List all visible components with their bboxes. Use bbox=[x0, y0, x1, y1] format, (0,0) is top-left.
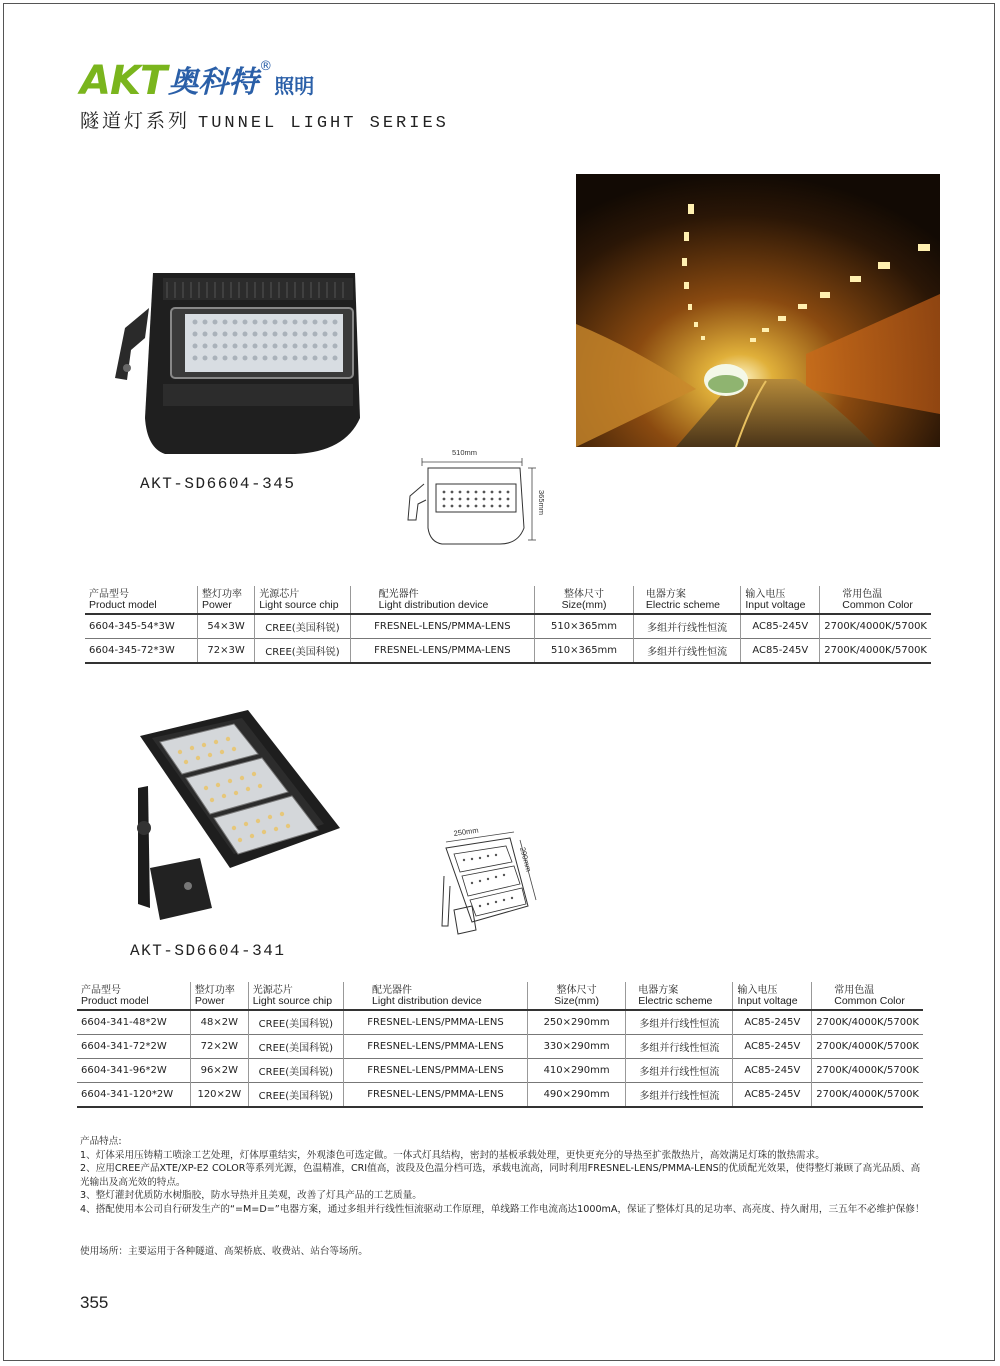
header-dist-en: Light distribution device bbox=[378, 599, 489, 611]
usage-text: 使用场所：主要运用于各种隧道、高架桥底、收费站、站台等场所。 bbox=[80, 1246, 368, 1257]
cell-power: 48×2W bbox=[190, 1010, 248, 1035]
product-label-345: AKT-SD6604-345 bbox=[140, 475, 296, 493]
header-size-en: Size(mm) bbox=[561, 599, 607, 611]
cell-color: 2700K/4000K/5700K bbox=[812, 1010, 923, 1035]
header-model-cn: 产品型号 bbox=[81, 985, 121, 996]
cell-model: 6604-345-54*3W bbox=[89, 621, 175, 632]
cell-dist: FRESNEL-LENS/PMMA-LENS bbox=[350, 614, 534, 639]
cell-model: 6604-341-72*2W bbox=[81, 1041, 167, 1052]
product-label-341: AKT-SD6604-341 bbox=[130, 942, 286, 960]
cell-size: 510×365mm bbox=[535, 639, 634, 664]
brand-cn: 奥科特 bbox=[168, 65, 259, 100]
header-model-cn: 产品型号 bbox=[89, 589, 129, 600]
cell-size: 250×290mm bbox=[527, 1010, 625, 1035]
cell-scheme: 多组并行线性恒流 bbox=[626, 1083, 733, 1108]
cell-chip: CREE(美国科锐) bbox=[248, 1010, 343, 1035]
spec-table-341 bbox=[77, 982, 923, 1108]
table-row bbox=[77, 1059, 923, 1083]
brand-logo bbox=[80, 58, 315, 104]
header-power-cn: 整灯功率 bbox=[194, 985, 235, 996]
product-features bbox=[80, 1135, 928, 1217]
table-row bbox=[85, 614, 931, 639]
table-row bbox=[77, 1035, 923, 1059]
cell-scheme: 多组并行线性恒流 bbox=[626, 1035, 733, 1059]
series-title-en: TUNNEL LIGHT SERIES bbox=[198, 114, 449, 133]
cell-scheme: 多组并行线性恒流 bbox=[626, 1010, 733, 1035]
cell-scheme: 多组并行线性恒流 bbox=[626, 1059, 733, 1083]
cell-volt: AC85-245V bbox=[733, 1083, 812, 1108]
cell-size: 490×290mm bbox=[527, 1083, 625, 1108]
cell-size: 510×365mm bbox=[535, 614, 634, 639]
header-chip-en: Light source chip bbox=[259, 599, 339, 611]
feature-item: 1、灯体采用压铸精工喷涂工艺处理，灯体厚重结实，外观漆色可选定做。一体式灯具结构，密封的基板承载处理，更快更充分的导热至扩张散热片，高效满足灯珠的散热需求。 bbox=[80, 1149, 825, 1161]
header-size-cn: 整体尺寸 bbox=[564, 589, 605, 600]
header-scheme-en: Electric scheme bbox=[645, 599, 721, 611]
header-chip-cn: 光源芯片 bbox=[259, 589, 300, 600]
cell-dist: FRESNEL-LENS/PMMA-LENS bbox=[344, 1059, 528, 1083]
cell-dist: FRESNEL-LENS/PMMA-LENS bbox=[350, 639, 534, 664]
header-volt-en: Input voltage bbox=[737, 995, 798, 1007]
cell-model: 6604-341-120*2W bbox=[81, 1089, 174, 1100]
cell-chip: CREE(美国科锐) bbox=[248, 1083, 343, 1108]
header-color-en: Common Color bbox=[834, 995, 905, 1007]
table-row bbox=[85, 639, 931, 664]
header-chip-en: Light source chip bbox=[252, 995, 333, 1007]
header-color-en: Common Color bbox=[842, 599, 913, 611]
dim-height-345: 365mm bbox=[537, 490, 546, 516]
cell-model: 6604-345-72*3W bbox=[89, 645, 175, 656]
cell-dist: FRESNEL-LENS/PMMA-LENS bbox=[344, 1035, 528, 1059]
cell-color: 2700K/4000K/5700K bbox=[812, 1083, 923, 1108]
feature-item: 4、搭配使用本公司自行研发生产的“=M=D=”电器方案，通过多组并行线性恒流驱动工作原理，单线路工作电流高达1000mA，保证了整体灯具的足功率、高亮度、持久耐用，三五年不必维护保修！ bbox=[80, 1203, 925, 1215]
tunnel-photo bbox=[576, 174, 940, 447]
header-scheme-en: Electric scheme bbox=[638, 995, 713, 1007]
cell-dist: FRESNEL-LENS/PMMA-LENS bbox=[344, 1083, 528, 1108]
page-number: 355 bbox=[80, 1293, 109, 1312]
table-row bbox=[77, 1083, 923, 1108]
cell-color: 2700K/4000K/5700K bbox=[820, 614, 931, 639]
brand-sub: 照明 bbox=[274, 74, 315, 98]
header-dist-cn: 配光器件 bbox=[372, 985, 413, 996]
cell-power: 72×3W bbox=[198, 639, 255, 664]
dim-width-341: 250mm bbox=[453, 826, 480, 838]
header-scheme-cn: 电器方案 bbox=[645, 589, 686, 600]
cell-scheme: 多组并行线性恒流 bbox=[633, 614, 740, 639]
cell-dist: FRESNEL-LENS/PMMA-LENS bbox=[344, 1010, 528, 1035]
cell-volt: AC85-245V bbox=[741, 639, 820, 664]
product-image-sd6604-345 bbox=[105, 268, 370, 458]
header-scheme-cn: 电器方案 bbox=[638, 985, 679, 996]
header-dist-en: Light distribution device bbox=[372, 995, 482, 1007]
header-color-cn: 常用色温 bbox=[842, 589, 883, 600]
dim-width-345: 510mm bbox=[452, 448, 478, 457]
series-title-cn: 隧道灯系列 bbox=[80, 110, 191, 132]
header-volt-cn: 输入电压 bbox=[745, 589, 786, 600]
feature-item: 3、整灯灌封优质防水树脂胶，防水导热并且美观，改善了灯具产品的工艺质量。 bbox=[80, 1190, 422, 1202]
cell-power: 96×2W bbox=[190, 1059, 248, 1083]
feature-item: 2、应用CREE产品XTE/XP-E2 COLOR等系列光源，色温精准，CRI值高，波段及色温分档可选，承载电流高，同时利用FRESNEL-LENS/PMMA-LENS的优质配光效果，使得整灯兼顾了高光品质、高光输出及高光效的特点。 bbox=[80, 1163, 921, 1188]
spec-table-345 bbox=[85, 586, 931, 664]
cell-volt: AC85-245V bbox=[741, 614, 820, 639]
dimension-drawing-345 bbox=[400, 444, 550, 554]
product-image-sd6604-341 bbox=[130, 708, 350, 923]
dim-height-341: 290mm bbox=[518, 846, 534, 873]
cell-power: 120×2W bbox=[190, 1083, 248, 1108]
cell-color: 2700K/4000K/5700K bbox=[812, 1059, 923, 1083]
header-dist-cn: 配光器件 bbox=[378, 589, 419, 600]
header-volt-cn: 输入电压 bbox=[737, 985, 778, 996]
header-power-cn: 整灯功率 bbox=[202, 589, 242, 600]
cell-chip: CREE(美国科锐) bbox=[255, 639, 350, 664]
cell-size: 330×290mm bbox=[527, 1035, 625, 1059]
table-row bbox=[77, 1010, 923, 1035]
header-size-en: Size(mm) bbox=[554, 995, 600, 1007]
cell-power: 72×2W bbox=[190, 1035, 248, 1059]
header-model-en: Product model bbox=[89, 599, 157, 611]
header-power-en: Power bbox=[194, 995, 225, 1007]
features-title: 产品特点: bbox=[80, 1136, 122, 1147]
cell-volt: AC85-245V bbox=[733, 1035, 812, 1059]
cell-size: 410×290mm bbox=[527, 1059, 625, 1083]
header-size-cn: 整体尺寸 bbox=[556, 985, 597, 996]
header-chip-cn: 光源芯片 bbox=[252, 985, 293, 996]
cell-model: 6604-341-96*2W bbox=[81, 1065, 167, 1076]
brand-latin: AKT bbox=[80, 58, 167, 104]
cell-volt: AC85-245V bbox=[733, 1010, 812, 1035]
header-color-cn: 常用色温 bbox=[834, 985, 875, 996]
cell-power: 54×3W bbox=[198, 614, 255, 639]
header-power-en: Power bbox=[202, 599, 232, 611]
cell-chip: CREE(美国科锐) bbox=[255, 614, 350, 639]
header-volt-en: Input voltage bbox=[745, 599, 806, 611]
cell-scheme: 多组并行线性恒流 bbox=[633, 639, 740, 664]
cell-volt: AC85-245V bbox=[733, 1059, 812, 1083]
cell-color: 2700K/4000K/5700K bbox=[820, 639, 931, 664]
cell-chip: CREE(美国科锐) bbox=[248, 1059, 343, 1083]
cell-color: 2700K/4000K/5700K bbox=[812, 1035, 923, 1059]
registered-mark: ® bbox=[259, 59, 273, 74]
cell-chip: CREE(美国科锐) bbox=[248, 1035, 343, 1059]
cell-model: 6604-341-48*2W bbox=[81, 1017, 167, 1028]
series-title bbox=[80, 106, 449, 133]
dimension-drawing-341 bbox=[432, 826, 542, 938]
header-model-en: Product model bbox=[81, 995, 149, 1007]
